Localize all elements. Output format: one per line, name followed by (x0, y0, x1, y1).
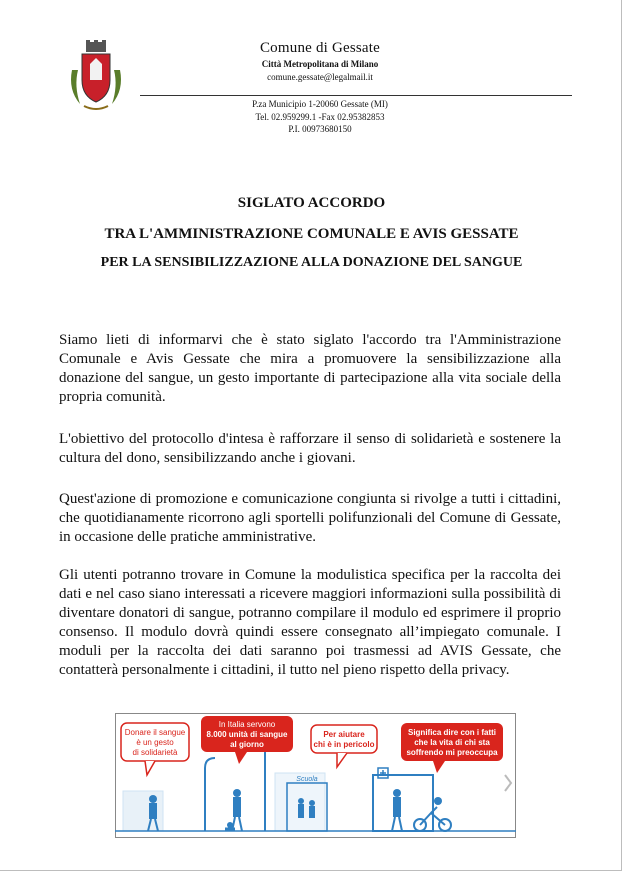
svg-text:è un gesto (136, 738, 174, 747)
phone-line: Tel. 02.959299.1 -Fax 02.95382853 (255, 111, 385, 122)
bubble-1-line-1: Donare il sangue (124, 728, 186, 737)
certified-email: comune.gessate@legalmail.it (267, 72, 373, 82)
bubble-4-line-1: Significa dire con i fatti (407, 728, 497, 737)
municipality-name: Comune di Gessate (259, 40, 381, 56)
bubble-3-line-1: Per aiutare (323, 730, 365, 739)
title-line-2: TRA L'AMMINISTRAZIONE COMUNALE E AVIS GESSATE (104, 226, 519, 242)
paragraph-4: Gli utenti potranno trovare in Comune la modulistica specifica per la raccolta dei dati e nel caso siano interessati a ricevere maggiori informazioni sulla possibilità di diventare donatori di sangue, potranno compilare il modulo ed esprimere il proprio consenso. Il modulo dovrà quindi essere consegnato all’impiegato comunale. I moduli per la raccolta dei dati saranno poi trasmessi ad AVIS Gessate, che contatterà personalmente i cittadini, il tutto nel pieno rispetto della privacy. (59, 567, 561, 678)
svg-text:di solidarietà (133, 748, 178, 757)
bubble-4-line-3: soffrendo mi preoccupa (406, 748, 498, 757)
svg-text:soffrendo mi preoccupa (406, 748, 498, 757)
coat-of-arms-icon (66, 40, 126, 112)
vat-line: P.I. 00973680150 (288, 124, 352, 134)
paragraph-2: L'obiettivo del protocollo d'intesa è rafforzare il senso di solidarietà e sostenere la cultura del dono, sensibilizzando anche i giovani. (59, 431, 561, 466)
address-block (235, 98, 405, 136)
bubble-1-line-3: di solidarietà (132, 748, 178, 757)
bubble-2-line-1: In Italia servono (218, 720, 276, 729)
bubble-1-line-2: è un gesto (136, 738, 174, 747)
svg-text:Donare il sangue (125, 728, 186, 737)
school-sign: Scuola (296, 776, 318, 783)
svg-text:chi è in pericolo (314, 740, 375, 749)
avis-illustration (115, 713, 516, 838)
svg-text:8.000 unità di sangue (207, 730, 288, 739)
svg-text:che la vita di chi sta (414, 738, 490, 747)
title-line-3: PER LA SENSIBILIZZAZIONE ALLA DONAZIONE DEL SANGUE (100, 255, 523, 270)
bubble-2-line-3: al giorno (230, 740, 264, 749)
title-line-1: SIGLATO ACCORDO (237, 195, 386, 211)
bubble-4-line-2: che la vita di chi sta (414, 738, 490, 747)
bubble-3-line-2: chi è in pericolo (313, 740, 375, 749)
svg-text:al giorno (230, 740, 264, 749)
metro-city: Città Metropolitana di Milano (261, 59, 379, 69)
paragraph-3: Quest'azione di promozione e comunicazione congiunta si rivolge a tutti i cittadini, che quotidianamente ricorrono agli sportelli polifunzionali del Comune di Gessate, in occasione delle pratiche amministrative. (59, 491, 561, 545)
bubble-2-line-2: 8.000 unità di sangue (206, 730, 288, 739)
header-rule (140, 95, 572, 96)
paragraph-1: Siamo lieti di informarvi che è stato siglato l'accordo tra l'Amministrazione Comunale e Avis Gessate che mira a promuovere la sensibilizzazione alla donazione del sangue, un gesto importante di partecipazione alla vita sociale della propria comunità. (59, 332, 561, 405)
svg-text:Per aiutare (323, 730, 365, 739)
address-line: P.za Municipio 1-20060 Gessate (MI) (252, 99, 388, 109)
svg-text:Significa dire con i fatti (408, 728, 496, 737)
letterhead (240, 40, 400, 82)
svg-text:In Italia servono (219, 720, 276, 729)
